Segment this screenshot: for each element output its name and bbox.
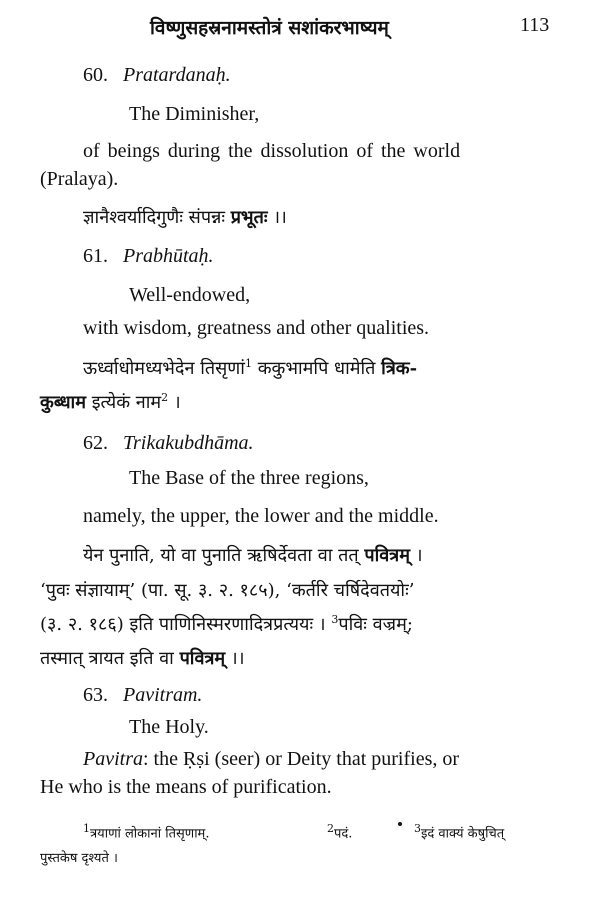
entry-62-desc: namely, the upper, the lower and the middle. [83, 505, 439, 527]
sanskrit-62-l1-bold: त्रिक- [381, 358, 418, 379]
sanskrit-63-line-2: ‘पुवः संज्ञायाम्’ (पा. सू. ३. २. १८५), ‘कर्तरि चर्षिदेवतयोः’ [40, 580, 415, 601]
sanskrit-62-l2-bold: कुब्धाम [40, 392, 86, 413]
entry-60-name: Pratardanaḥ. [123, 64, 231, 86]
footnote-2 [327, 822, 352, 841]
sanskrit-60-end: ।। [267, 207, 287, 228]
entry-61-desc: with wisdom, greatness and other qualities. [83, 317, 430, 339]
sanskrit-63-l4-end: ।। [225, 648, 245, 669]
sanskrit-60-text: ज्ञानैश्वर्यादिगुणैः संपन्नः [83, 207, 231, 228]
sanskrit-63-l1-text: येन पुनाति, यो वा पुनाति ऋषिर्देवता वा तत् [83, 545, 365, 566]
footnote-2-text: पदं. [334, 826, 353, 842]
sanskrit-63-line-4 [40, 646, 245, 670]
entry-60-number: 60. [83, 64, 108, 86]
sanskrit-60 [83, 205, 287, 229]
sanskrit-63-l4-text: तस्मात् त्रायत इति वा [40, 648, 180, 669]
footnote-ref-1: 1 [244, 357, 252, 370]
sanskrit-62-l2-end: । [168, 392, 181, 413]
footnote-1-marker: 1 [83, 822, 90, 835]
entry-63-desc-2: He who is the means of purification. [40, 776, 332, 798]
sanskrit-63-l4-bold: पवित्रम् [179, 648, 226, 669]
footnote-ref-2: 2 [161, 391, 169, 404]
sanskrit-63-l1-end: । [409, 545, 423, 566]
sanskrit-62-line-1 [83, 356, 417, 380]
sanskrit-60-bold-term: प्रभूतः [230, 207, 268, 228]
footnote-1 [83, 822, 209, 841]
sanskrit-62-l1-mid: ककुभामपि धामेति [251, 358, 382, 379]
footnote-1-text: त्रयाणां लोकानां तिसृणाम्. [90, 826, 210, 842]
entry-63-name: Pavitram. [123, 684, 203, 706]
sanskrit-63-line-1 [83, 543, 423, 567]
footnote-3-marker: 3 [414, 822, 421, 835]
footnote-2-marker: 2 [327, 822, 334, 835]
running-header-title: विष्णुसहस्रनामस्तोत्रं सशांकरभाष्यम् [150, 17, 389, 39]
entry-63-title: The Holy. [129, 716, 209, 738]
sanskrit-63-line-3 [40, 612, 413, 636]
entry-61-number: 61. [83, 245, 108, 267]
sanskrit-63-l1-bold: पवित्रम् [364, 545, 410, 566]
entry-61-name: Prabhūtaḥ. [123, 245, 214, 267]
entry-63-term: Pavitra [83, 748, 143, 770]
footnote-3 [414, 822, 504, 841]
page-number: 113 [520, 14, 550, 36]
entry-61-title: Well-endowed, [129, 284, 251, 306]
entry-63-heading [83, 684, 202, 707]
entry-60-desc-2: (Pralaya). [40, 168, 119, 190]
entry-60-desc-1: of beings during the dissolution of the world [83, 140, 461, 162]
sanskrit-62-l1-text: ऊर्ध्वाधोमध्यभेदेन तिसृणां [83, 358, 245, 379]
sanskrit-63-l3-tail: पविः वज्रम्; [338, 614, 413, 635]
entry-60-title: The Diminisher, [129, 103, 260, 125]
print-speck [398, 822, 402, 826]
sanskrit-62-line-2 [40, 390, 181, 414]
entry-62-title: The Base of the three regions, [129, 467, 369, 489]
entry-62-heading [83, 432, 254, 455]
entry-62-name: Trikakubdhāma. [123, 432, 254, 454]
entry-61-heading [83, 245, 214, 268]
entry-62-number: 62. [83, 432, 108, 454]
footnote-3-text: इदं वाक्यं केषुचित् [421, 826, 505, 842]
sanskrit-62-l2-text: इत्येकं नाम [85, 392, 162, 413]
entry-63-desc-1 [83, 748, 459, 771]
sanskrit-63-l3-text: (३. २. १८६) इति पाणिनिस्मरणादित्रप्रत्ययः । [40, 614, 332, 635]
entry-60-heading [83, 64, 231, 87]
footnote-ref-3: 3 [331, 613, 339, 626]
entry-63-desc-text: : the Ṛṣi (seer) or Deity that purifies, or [143, 748, 460, 770]
footnote-3-continued: पुस्तकेष दृश्यते । [40, 851, 118, 866]
entry-63-number: 63. [83, 684, 108, 706]
